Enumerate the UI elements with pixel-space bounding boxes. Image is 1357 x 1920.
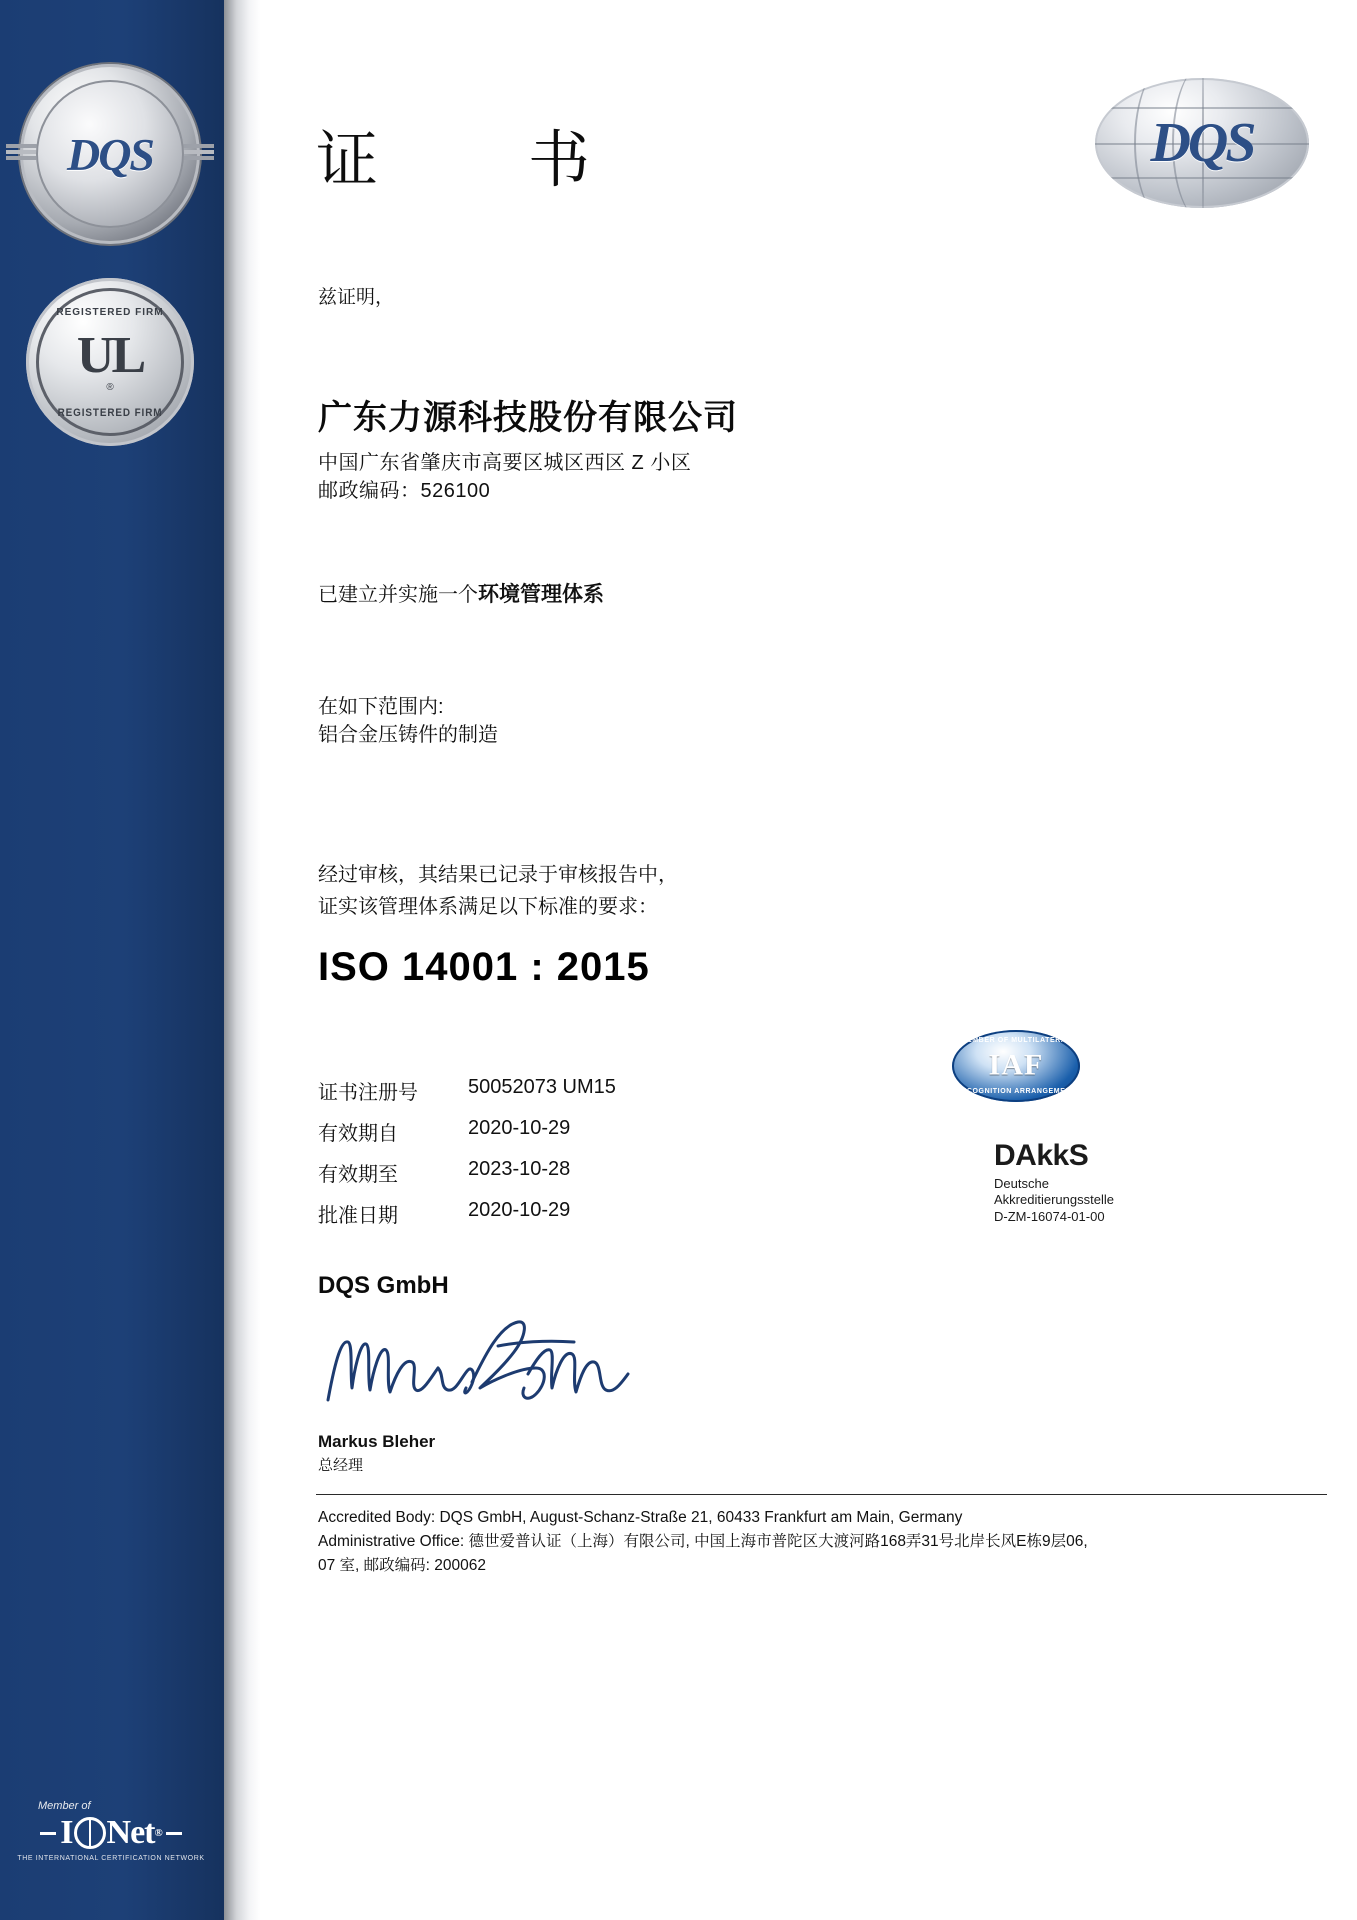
iaf-logo-icon [952, 1030, 1080, 1102]
detail-key: 证书注册号 [318, 1082, 418, 1104]
dakks-name: DAkkS [994, 1139, 1089, 1172]
standard-name: ISO 14001 : 2015 [318, 945, 650, 989]
dqs-seal-icon [20, 64, 200, 244]
detail-value: 2023-10-28 [468, 1158, 571, 1180]
ul-registered-symbol: ® [106, 382, 114, 394]
detail-key: 批准日期 [318, 1205, 398, 1227]
dakks-logo [950, 1136, 1210, 1225]
iaf-bottom-label: RECOGNITION ARRANGEMENT [955, 1088, 1077, 1095]
certificate-details-table [318, 1070, 616, 1234]
issuer-company: DQS GmbH [318, 1272, 449, 1299]
detail-value: 50052073 UM15 [468, 1076, 616, 1098]
dqs-globe-text: DQS [1150, 112, 1254, 174]
page-title: 证 书 [316, 123, 635, 196]
company-postal-code: 邮政编码：526100 [318, 480, 491, 502]
dakks-sub-line3: D-ZM-16074-01-00 [994, 1208, 1105, 1224]
iqnet-wordmark [60, 1814, 161, 1852]
iaf-top-label: MEMBER OF MULTILATERAL [960, 1037, 1072, 1044]
iqnet-registered-symbol: ® [154, 1827, 162, 1839]
iqnet-logo-row [16, 1814, 206, 1852]
dakks-logo-row [950, 1136, 1210, 1176]
detail-value: 2020-10-29 [468, 1117, 571, 1139]
management-system-prefix: 已建立并实施一个 [318, 584, 478, 606]
ul-arc-bottom-label: REGISTERED FIRM [57, 407, 163, 419]
globe-parallel-1 [1095, 107, 1309, 109]
footer-line-accredited-body: Accredited Body: DQS GmbH, August-Schanz-Straße 21, 60433 Frankfurt am Main, Germany [318, 1509, 963, 1526]
scope-label: 在如下范围内: [318, 696, 444, 718]
band-gradient-edge [224, 0, 260, 1920]
scope-text: 铝合金压铸件的制造 [318, 724, 498, 746]
table-row [318, 1070, 616, 1111]
table-row [318, 1152, 616, 1193]
ul-registered-firm-icon [26, 278, 194, 446]
footer-divider [316, 1494, 1327, 1495]
dakks-arcs-icon [950, 1136, 988, 1176]
dqs-seal-text: DQS [66, 128, 154, 180]
company-address-line1: 中国广东省肇庆市高要区城区西区 Z 小区 [318, 452, 692, 474]
audit-statement-line2: 证实该管理体系满足以下标准的要求： [318, 896, 658, 918]
ul-arc-top-label: REGISTERED FIRM [56, 307, 164, 318]
ul-letter-l: L [111, 326, 144, 384]
iaf-center-label: IAF [988, 1048, 1044, 1082]
detail-value: 2020-10-29 [468, 1199, 571, 1221]
intro-text: 兹证明， [318, 287, 395, 308]
dakks-subtext [994, 1176, 1210, 1225]
management-system-statement [318, 578, 604, 608]
detail-key: 有效期自 [318, 1123, 398, 1145]
company-name: 广东力源科技股份有限公司 [318, 399, 738, 437]
iqnet-dash-right [166, 1832, 182, 1835]
ul-letters [76, 326, 144, 384]
ul-mark-inner [36, 288, 184, 436]
table-row [318, 1111, 616, 1152]
dakks-sub-line1: Deutsche [994, 1176, 1049, 1191]
footer-text [318, 1506, 1333, 1578]
dqs-seal-inner [36, 80, 184, 228]
signer-name: Markus Bleher [318, 1432, 436, 1451]
iqnet-letters-net: Net [106, 1814, 155, 1851]
iqnet-dash-left [40, 1832, 56, 1835]
iqnet-tagline: THE INTERNATIONAL CERTIFICATION NETWORK [17, 1855, 205, 1862]
iqnet-member-label: Member of [38, 1800, 91, 1812]
iqnet-logo [16, 1800, 206, 1862]
signature-image [322, 1312, 642, 1422]
signer-title: 总经理 [318, 1457, 364, 1474]
ul-letter-u: U [76, 326, 112, 384]
iqnet-letter-i: I [60, 1814, 73, 1851]
footer-line-admin-office: Administrative Office: 德世爱普认证（上海）有限公司, 中国上海市普陀区大渡河路168弄31号北岸长风E栋9层06, [318, 1533, 1088, 1551]
management-system-type: 环境管理体系 [478, 583, 604, 606]
iqnet-globe-icon [74, 1817, 106, 1849]
table-row [318, 1193, 616, 1234]
globe-parallel-3 [1095, 177, 1309, 179]
dqs-globe-icon [1095, 78, 1309, 208]
footer-line-admin-office-cont: 07 室, 邮政编码: 200062 [318, 1557, 486, 1575]
certificate-content [260, 0, 1357, 1920]
detail-key: 有效期至 [318, 1164, 398, 1186]
audit-statement-line1: 经过审核，其结果已记录于审核报告中， [318, 864, 678, 886]
dakks-sub-line2: Akkreditierungsstelle [994, 1192, 1114, 1208]
dakks-arc-grey [966, 1132, 992, 1180]
